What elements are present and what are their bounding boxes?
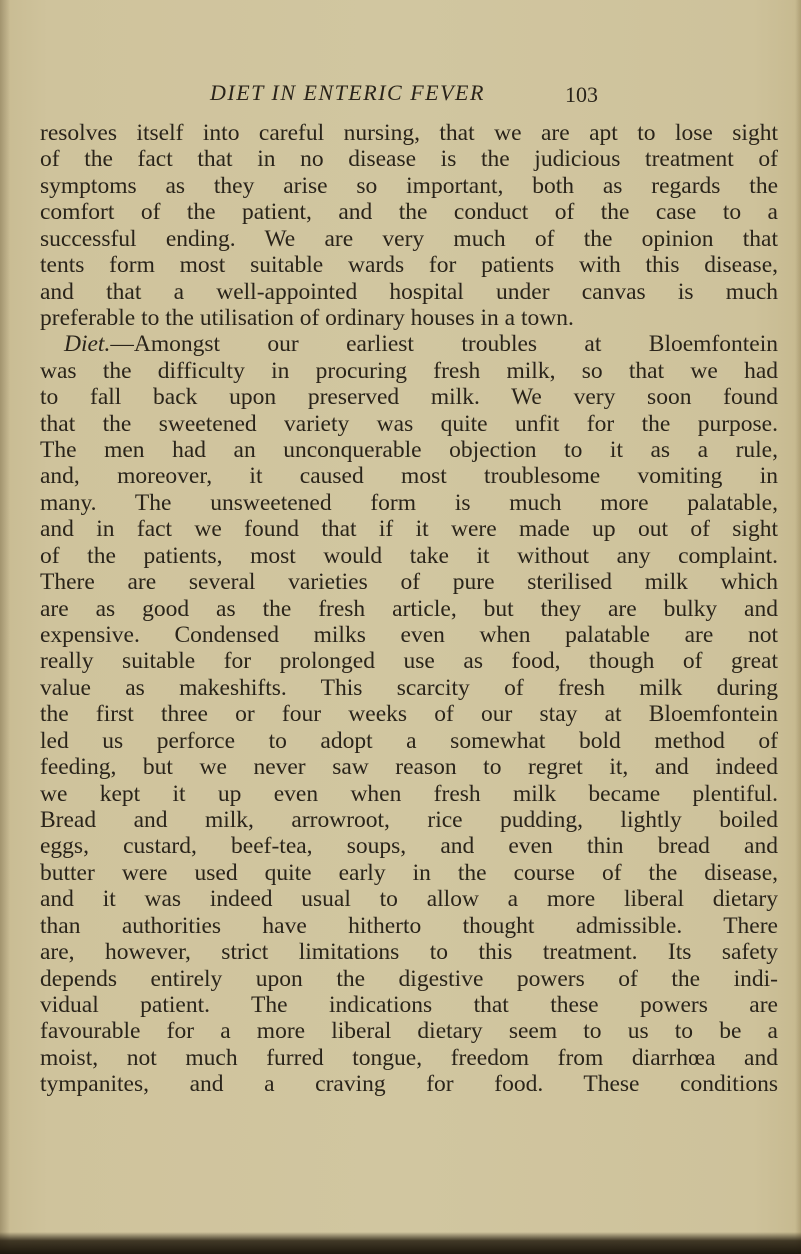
text-line: to fall back upon preserved milk. We very soon found — [40, 384, 778, 411]
text-line: Bread and milk, arrowroot, rice pudding, lightly boiled — [40, 806, 778, 833]
text-line: that the sweetened variety was quite unfit for the purpose. — [40, 410, 778, 437]
text-line: and, moreover, it caused most troublesome vomiting in — [40, 463, 778, 490]
text-line: and in fact we found that if it were made up out of sight — [40, 516, 778, 543]
text-line: are, however, strict limitations to this treatment. Its safety — [40, 939, 778, 966]
text-line: resolves itself into careful nursing, that we are apt to lose sight — [40, 120, 778, 146]
text-line: of the patients, most would take it without any complaint. — [40, 542, 778, 569]
text-line: and that a well-appointed hospital under canvas is much — [40, 278, 778, 305]
text-line: than authorities have hitherto thought admissible. There — [40, 912, 778, 939]
text-line: moist, not much furred tongue, freedom from diarrhœa and — [40, 1044, 778, 1071]
text-line: favourable for a more liberal dietary seem to us to be a — [40, 1018, 778, 1045]
text-line: are as good as the fresh article, but they are bulky and — [40, 595, 778, 622]
binding-shadow — [0, 0, 10, 1254]
text-line: tents form most suitable wards for patients with this disease, — [40, 252, 778, 279]
text-line: led us perforce to adopt a somewhat bold method of — [40, 727, 778, 754]
page-bottom-edge — [0, 1232, 801, 1254]
body-text — [40, 120, 778, 1098]
text-line: There are several varieties of pure sterilised milk which — [40, 569, 778, 596]
text-line: The men had an unconquerable objection to it as a rule, — [40, 437, 778, 464]
text-line: was the difficulty in procuring fresh milk, so that we had — [40, 357, 778, 384]
text-line: value as makeshifts. This scarcity of fresh milk during — [40, 674, 778, 701]
text-line: butter were used quite early in the course of the disease, — [40, 859, 778, 886]
text-line: the first three or four weeks of our stay at Bloemfontein — [40, 701, 778, 728]
page-number: 103 — [565, 82, 598, 107]
text-line: of the fact that in no disease is the judicious treatment of — [40, 146, 778, 173]
text-line: successful ending. We are very much of the opinion that — [40, 225, 778, 252]
diet-heading: Diet. — [64, 331, 111, 358]
running-head — [210, 80, 630, 108]
diet-paragraph-first-line — [40, 331, 778, 357]
text-line: tympanites, and a craving for food. These conditions — [40, 1071, 778, 1098]
text-line: preferable to the utilisation of ordinary houses in a town. — [40, 304, 574, 331]
running-head-title: DIET IN ENTERIC FEVER — [210, 80, 485, 105]
text-line: feeding, but we never saw reason to regret it, and indeed — [40, 754, 778, 781]
diet-first-line-text: —Amongst our earliest troubles at Bloemfontein — [110, 331, 778, 358]
text-line: many. The unsweetened form is much more palatable, — [40, 489, 778, 516]
text-line: comfort of the patient, and the conduct of the case to a — [40, 199, 778, 226]
text-line: and it was indeed usual to allow a more liberal dietary — [40, 886, 778, 913]
page-edge — [795, 0, 801, 1254]
text-line: expensive. Condensed milks even when palatable are not — [40, 622, 778, 649]
text-line: depends entirely upon the digestive powers of the indi- — [40, 965, 778, 992]
text-line: really suitable for prolonged use as food, though of great — [40, 648, 778, 675]
text-line: symptoms as they arise so important, both as regards the — [40, 172, 778, 199]
text-line: eggs, custard, beef-tea, soups, and even thin bread and — [40, 833, 778, 860]
text-line: we kept it up even when fresh milk became plentiful. — [40, 780, 778, 807]
text-line: vidual patient. The indications that these powers are — [40, 991, 778, 1018]
